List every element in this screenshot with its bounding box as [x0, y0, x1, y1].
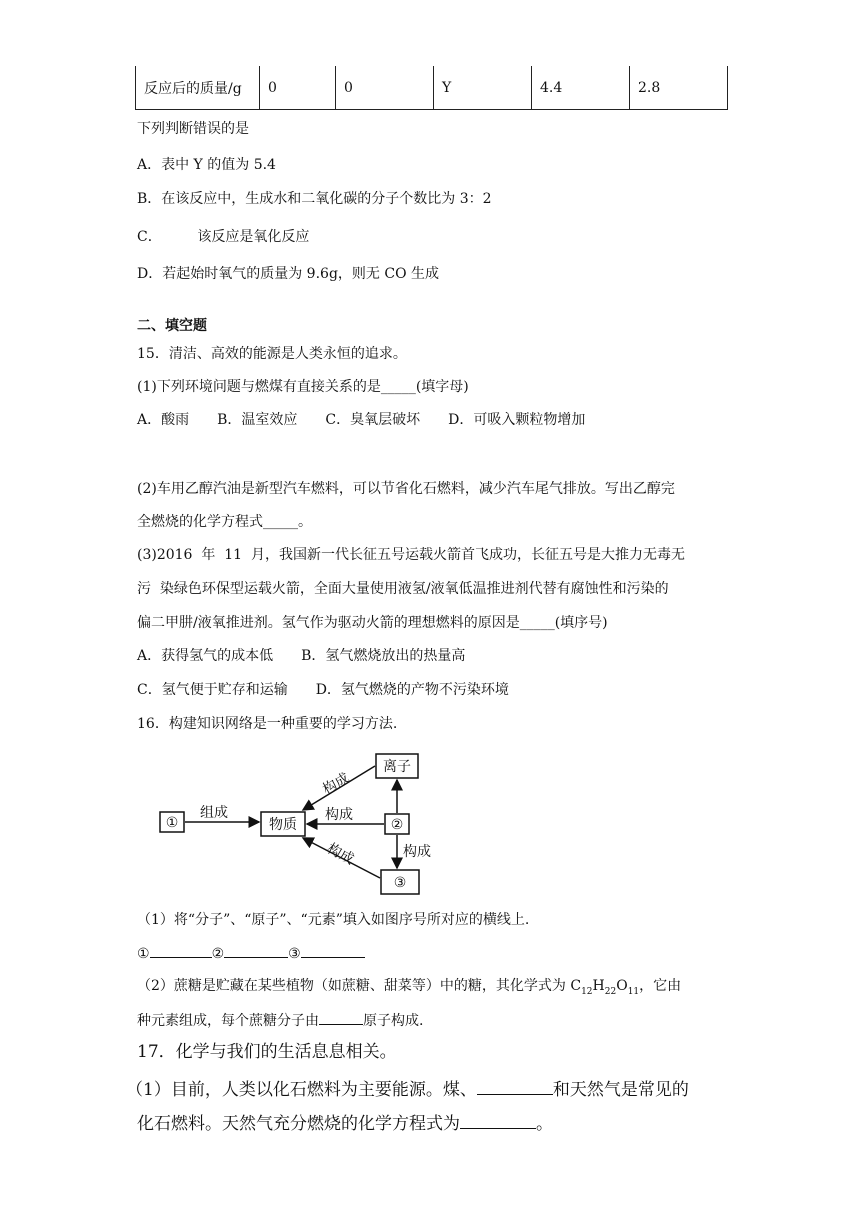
q16-part1: （1）将“分子”、“原子”、“元素”填入如图序号所对应的横线上. [137, 912, 530, 928]
element-o: O [616, 978, 628, 994]
blank-mark-3: ③ [288, 946, 301, 962]
blank-equation[interactable] [460, 1111, 536, 1129]
q14-option-c: C． 该反应是氧化反应 [137, 229, 310, 245]
q14-prompt: 下列判断错误的是 [137, 121, 249, 137]
q14-option-b: B．在该反应中，生成水和二氧化碳的分子个数比为 3：2 [137, 191, 492, 207]
q16-part2-line2-text-b: 原子构成. [363, 1013, 424, 1029]
box-substance-label: 物质 [269, 817, 297, 833]
cell-2: 0 [336, 66, 434, 110]
q15-stem: 15．清洁、高效的能源是人类永恒的追求。 [137, 346, 407, 362]
knowledge-network-diagram [155, 748, 455, 898]
box-1-label: ① [165, 815, 179, 831]
label-constitute-1: 构成 [320, 770, 353, 799]
subscript-12: 12 [581, 986, 593, 997]
cell-4: 4.4 [532, 66, 630, 110]
q15-part1: (1)下列环境问题与燃煤有直接关系的是_____(填字母) [137, 379, 469, 395]
blank-fossil-fuel[interactable] [477, 1077, 553, 1095]
q17-text-a: （1）目前，人类以化石燃料为主要能源。煤、 [126, 1080, 477, 1100]
q15-part3-options-ab: A．获得氢气的成本低 B．氢气燃烧放出的热量高 [137, 648, 466, 664]
q17-text-c: 化石燃料。天然气充分燃烧的化学方程式为 [137, 1114, 460, 1134]
q17-text-b: 和天然气是常见的 [552, 1080, 689, 1100]
q16-part2-line2-text-a: 种元素组成，每个蔗糖分子由 [137, 1013, 319, 1029]
q17-part1-line2 [137, 1111, 553, 1136]
q14-option-d: D．若起始时氧气的质量为 9.6g，则无 CO 生成 [137, 266, 439, 282]
row-label: 反应后的质量/g [136, 66, 260, 110]
blank-2[interactable] [224, 943, 288, 958]
result-table [135, 66, 728, 110]
element-h: H [592, 978, 605, 994]
label-constitute-2: 构成 [325, 807, 353, 823]
q15-part3-options-cd: C．氢气便于贮存和运输 D．氢气燃烧的产物不污染环境 [137, 682, 509, 698]
blank-mark-1: ① [137, 946, 150, 962]
section-title: 二、填空题 [137, 318, 207, 334]
label-compose: 组成 [200, 805, 228, 821]
q15-part2-line1: (2)车用乙醇汽油是新型汽车燃料，可以节省化石燃料，减少汽车尾气排放。写出乙醇完 [137, 481, 675, 497]
q16-part2-text-b: ，它由 [639, 978, 682, 994]
q15-part3-line3: 偏二甲肼/液氧推进剂。氢气作为驱动火箭的理想燃料的原因是_____(填序号) [137, 615, 608, 631]
label-constitute-3: 构成 [324, 840, 357, 868]
subscript-22: 22 [604, 986, 617, 997]
q17-stem: 17．化学与我们的生活息息相关。 [137, 1042, 397, 1062]
q15-part3-line2: 污 染绿色环保型运载火箭，全面大量使用液氢/液氧低温推进剂代替有腐蚀性和污染的 [137, 581, 669, 597]
box-3-label: ③ [393, 875, 407, 891]
label-constitute-4: 构成 [403, 844, 431, 860]
q16-part2-line1 [137, 976, 681, 996]
cell-3: Y [434, 66, 532, 110]
box-ion-label: 离子 [383, 759, 411, 775]
box-2-label: ② [390, 817, 404, 833]
q16-stem: 16．构建知识网络是一种重要的学习方法. [137, 716, 398, 732]
blank-mark-2: ② [211, 946, 225, 962]
subscript-11: 11 [627, 986, 640, 997]
q15-part3-line1: (3)2016 年 11 月，我国新一代长征五号运载火箭首飞成功，长征五号是大推力无毒无 [137, 547, 685, 563]
blank-atoms[interactable] [319, 1010, 363, 1025]
cell-1: 0 [260, 66, 336, 110]
q16-part2-text-a: （2）蔗糖是贮藏在某些植物（如蔗糖、甜菜等）中的糖，其化学式为 C [137, 978, 582, 994]
q14-option-a: A．表中 Y 的值为 5.4 [137, 157, 276, 173]
q17-part1-line1 [126, 1077, 689, 1102]
blank-3[interactable] [301, 943, 365, 958]
q16-blanks [137, 943, 365, 964]
q15-part1-options: A．酸雨 B．温室效应 C．臭氧层破坏 D．可吸入颗粒物增加 [137, 412, 586, 428]
q16-part2-line2 [137, 1010, 423, 1031]
blank-1[interactable] [150, 943, 212, 958]
cell-5: 2.8 [630, 66, 728, 110]
table-row [136, 66, 728, 110]
q17-text-d: 。 [536, 1114, 553, 1134]
q15-part2-line2: 全燃烧的化学方程式_____。 [137, 514, 312, 530]
